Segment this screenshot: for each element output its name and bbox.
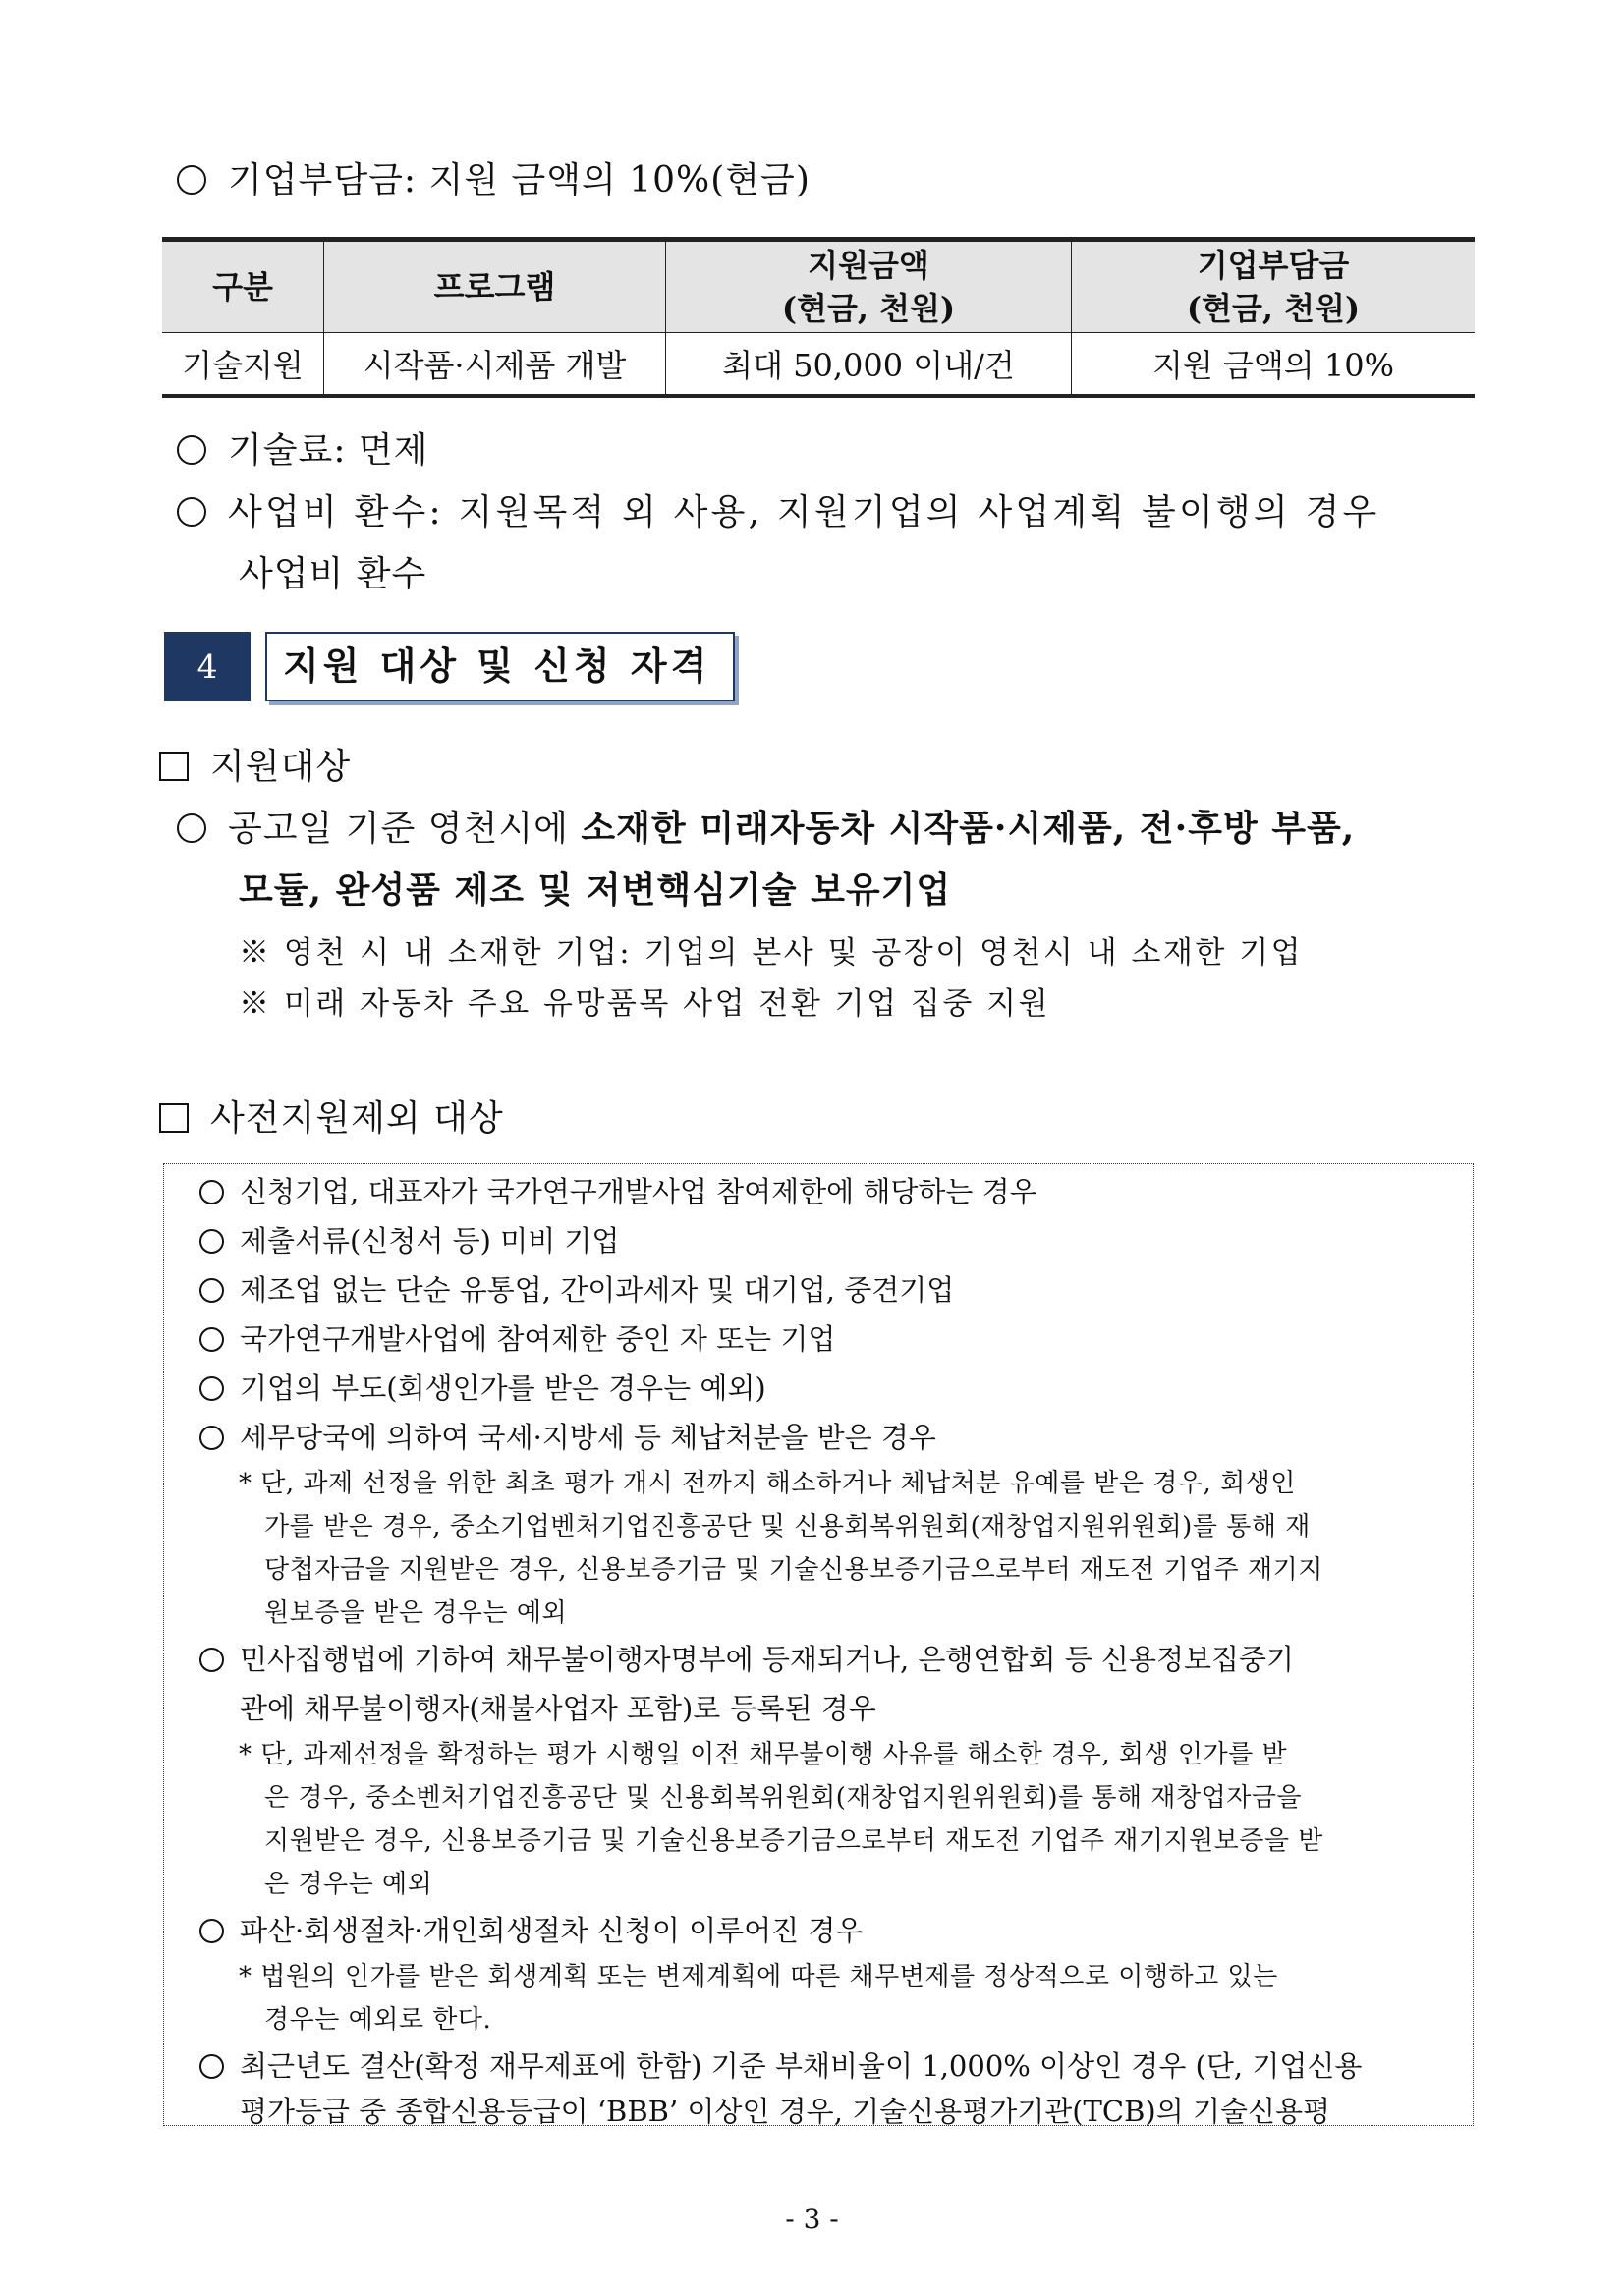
exclusion-box xyxy=(163,1163,1474,2126)
header-support-amount: 지원금액 (현금, 천원) xyxy=(666,240,1072,333)
cell-support-amount: 최대 50,000 이내/건 xyxy=(666,333,1072,397)
exclusion-note: 은 경우, 중소벤처기업진흥공단 및 신용회복위원회(재창업지원위원회)를 통해 재창업자금을 xyxy=(264,1783,1303,1813)
header-program: 프로그램 xyxy=(324,240,666,333)
exclusion-item: 파산·회생절차·개인회생절차 신청이 이루어진 경우 xyxy=(199,1909,863,1949)
table-row xyxy=(162,333,1475,397)
circle-bullet-icon xyxy=(177,813,206,843)
circle-bullet-icon xyxy=(199,1180,224,1204)
exclusion-item: 제출서류(신청서 등) 미비 기업 xyxy=(199,1219,619,1260)
circle-bullet-icon xyxy=(199,1648,224,1672)
exclusion-note: 원보증을 받은 경우는 예외 xyxy=(264,1598,568,1628)
circle-bullet-icon xyxy=(199,1426,224,1450)
circle-bullet-icon xyxy=(199,1278,224,1303)
page-number: - 3 - xyxy=(785,2203,839,2235)
circle-bullet-icon xyxy=(199,2054,224,2079)
header-company-burden: 기업부담금 (현금, 천원) xyxy=(1072,240,1476,333)
fee-line: 기업부담금: 지원 금액의 10%(현금) xyxy=(177,152,811,202)
target-note-1: ※ 영천 시 내 소재한 기업: 기업의 본사 및 공장이 영천시 내 소재한 기업 xyxy=(239,935,1304,971)
target-line: 공고일 기준 영천시에 소재한 미래자동차 시작품·시제품, 전·후방 부품, xyxy=(177,801,1355,851)
exclusion-item-cont: 평가등급 중 종합신용등급이 ‘BBB’ 이상인 경우, 기술신용평가기관(TCB)의 기술신용평 xyxy=(240,2095,1331,2128)
exclusion-note: 지원받은 경우, 신용보증기금 및 기술신용보증기금으로부터 재도전 기업주 재기지원보증을 받 xyxy=(264,1826,1323,1856)
exclusion-note: 경우는 예외로 한다. xyxy=(264,2005,492,2035)
square-bullet-icon xyxy=(159,752,189,781)
header-category: 구분 xyxy=(162,240,324,333)
refund-line: 사업비 환수: 지원목적 외 사용, 지원기업의 사업계획 불이행의 경우 xyxy=(177,484,1379,534)
circle-bullet-icon xyxy=(199,1327,224,1352)
target-note-2: ※ 미래 자동차 주요 유망품목 사업 전환 기업 집중 지원 xyxy=(239,986,1051,1022)
exclusion-note: * 단, 과제 선정을 위한 최초 평가 개시 전까지 해소하거나 체납처분 유예를 받은 경우, 회생인 xyxy=(239,1469,1296,1498)
cell-company-burden: 지원 금액의 10% xyxy=(1072,333,1476,397)
circle-bullet-icon xyxy=(199,1919,224,1943)
exclusion-note: 당첩자금을 지원받은 경우, 신용보증기금 및 기술신용보증기금으로부터 재도전 기업주 재기지 xyxy=(264,1555,1323,1585)
exclusion-item: 기업의 부도(회생인가를 받은 경우는 예외) xyxy=(199,1367,766,1407)
circle-bullet-icon xyxy=(177,497,206,527)
exclusion-item: 국가연구개발사업에 참여제한 중인 자 또는 기업 xyxy=(199,1317,835,1358)
exclusion-item-cont: 관에 채무불이행자(채불사업자 포함)로 등록된 경우 xyxy=(240,1692,876,1725)
cell-category: 기술지원 xyxy=(162,333,324,397)
square-bullet-icon xyxy=(159,1103,189,1133)
target-heading: 지원대상 xyxy=(159,739,351,789)
exclusion-note: * 법원의 인가를 받은 회생계획 또는 변제계획에 따른 채무변제를 정상적으로 이행하고 있는 xyxy=(239,1962,1278,1991)
exclusion-item: 신청기업, 대표자가 국가연구개발사업 참여제한에 해당하는 경우 xyxy=(199,1170,1037,1210)
exclusion-item: 최근년도 결산(확정 재무제표에 한함) 기준 부채비율이 1,000% 이상인 경우 (단, 기업신용 xyxy=(199,2044,1362,2085)
section-title: 지원 대상 및 신청 자격 xyxy=(265,632,735,701)
exclusion-heading: 사전지원제외 대상 xyxy=(159,1091,504,1141)
circle-bullet-icon xyxy=(177,165,206,195)
exclusion-note: 은 경우는 예외 xyxy=(264,1870,433,1899)
exclusion-note: * 단, 과제선정을 확정하는 평가 시행일 이전 채무불이행 사유를 해소한 경우, 회생 인가를 받 xyxy=(239,1740,1288,1769)
circle-bullet-icon xyxy=(199,1376,224,1401)
exclusion-item: 제조업 없는 단순 유통업, 간이과세자 및 대기업, 중견기업 xyxy=(199,1268,954,1309)
fee-table xyxy=(162,237,1475,398)
tech-fee-line: 기술료: 면제 xyxy=(177,422,428,473)
target-line-cont: 모듈, 완성품 제조 및 저변핵심기술 보유기업 xyxy=(239,869,952,911)
exclusion-note: 가를 받은 경우, 중소기업벤처기업진흥공단 및 신용회복위원회(재창업지원위원회)를 통해 재 xyxy=(264,1512,1311,1541)
cell-program: 시작품·시제품 개발 xyxy=(324,333,666,397)
refund-line-cont: 사업비 환수 xyxy=(239,554,427,594)
section-number: 4 xyxy=(164,632,251,701)
circle-bullet-icon xyxy=(177,435,206,465)
circle-bullet-icon xyxy=(199,1229,224,1254)
exclusion-item: 세무당국에 의하여 국세·지방세 등 체납처분을 받은 경우 xyxy=(199,1416,936,1456)
exclusion-item: 민사집행법에 기하여 채무불이행자명부에 등재되거나, 은행연합회 등 신용정보집중기 xyxy=(199,1638,1294,1678)
